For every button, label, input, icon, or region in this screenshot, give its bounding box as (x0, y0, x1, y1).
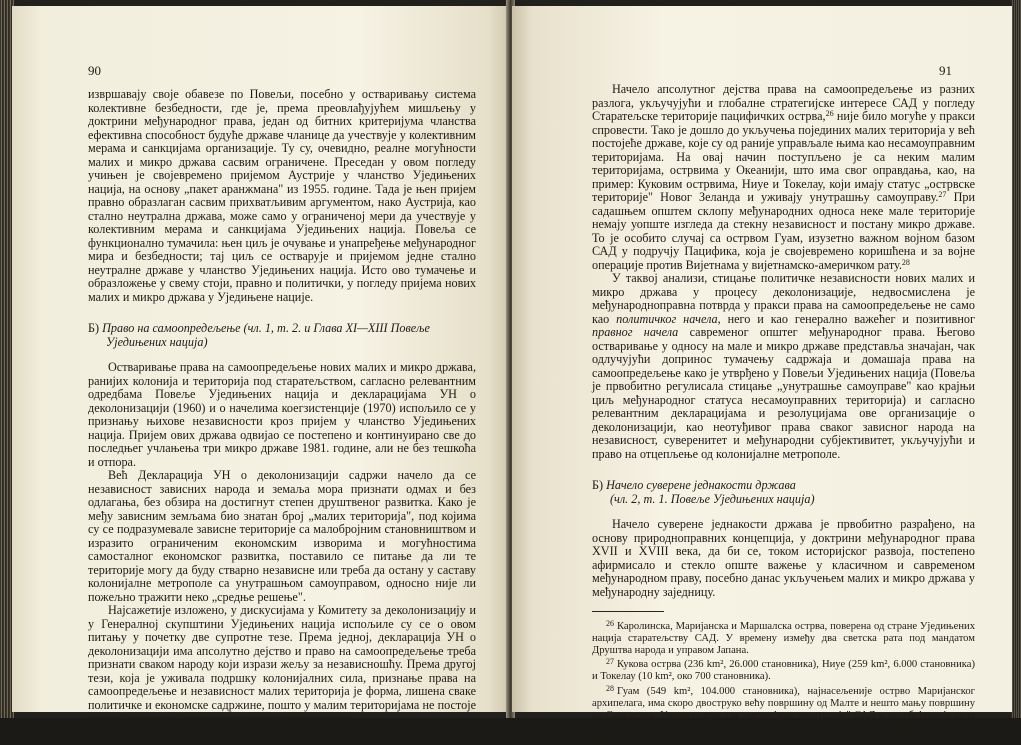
page-edges-right (1011, 0, 1021, 718)
section-label: Б) (88, 321, 100, 335)
paragraph: Најсажетије изложено, у дискусијама у Комитету за деколонизацију и у Генералној скупштини Уједињених нација испољиле су се о овом питању у почетку две супротне тезе. Према једној, декларација УН о деколонизацији има апсолутно дејство и право на самоопредељење треба признати сваком народу који изрази жељу за независношћу. Према другој тези, која је уживала подршку колонијалних сила, признање права на самоопредељење и независност малих територија је форма, лишена сваке политичке и економске садржине, пошто у малим територијама не постоје реални услови за остваривање праве независности. (88, 603, 476, 725)
left-page-body (88, 88, 476, 726)
paragraph: У таквој анализи, стицање политичке независности нових малих и микро држава у процесу деколонизације, недвосмислена је међународноправна потврда у пракси права на самоопредељење не само као политичког начела, него и као генерално важећег и позитивног правног начела савременог општег међународног права. Његово остваривање у односу на мале и микро државе представља значајан, чак одлучујући допринос тумачењу садржаја и домашаја права на самоопредељење како је утврђено у Повељи Уједињених нација (Повеља је првобитно регулисала стицање „унутрашње самоуправе" као крајњи циљ међународног статуса несамоуправних територија) и сагласно релевантним декларацијама и резолуцијама ове организације о деколонизацији, као неотуђивог права сваког зависног народа на независност, суверенитет и међународни субјективитет, укључујући и право на отцепљење од колонијалне метрополе. (592, 271, 975, 461)
section-title-line2: (чл. 2, т. 1. Повеље Уједињених нација) (610, 491, 815, 506)
paragraph: Начело апсолутног дејства права на самоопредељење из разних разлога, укључујући и глобалне стратегијске интересе САД у погледу Старатељске територије пацифичких острва,$^{26}$ није било могуће у пракси спровести. Тако је дошло до укључења појединих малих територија у већ постојеће државе, које су од раније управљале њима као несамоуправним територијама. На овај начин поступљено је са неким малим територијама, острвима у Океанији, што има свог оправдања, као, на пример: Куковим острвима, Ниуе и Токелау, који имају статус „острвске територије" Новог Зеланда и уживају унутрашњу самоуправу.$^{27}$ При садашњем општем склопу међународних односа неке мале територије немају уопште изгледа да стекну независност и постану микро државе. То је особито случај са острвом Гуам, изузетно важном војном базом САД у подручју Пацифика, која је својевремено коришћена и за војне операције против Вијетнама у вијетнамско-америчком рату.$^{28}$ (592, 82, 976, 272)
paragraph: Начело суверене једнакости држава је првобитно разрађено, на основу природноправних концепција, у доктрини међународног права XVII и XVIII века, да би се, током историјског развоја, постепено афирмисало и стекло опште важење у класичном и савременом међународном праву, посебно данас укључењем малих и микро држава у међународну заједницу. (592, 517, 975, 599)
footnote-mark: 26 (606, 619, 614, 628)
paragraph: Већ Декларација УН о деколонизацији садржи начело да се независност зависних народа и земаља мора признати одмах и без одлагања, без обзира на достигнут степен друштвеног развитка. Како је међу зависним земљама био знатан број „малих територија", под којима су се подразумевале зависне територије са малобројним становништвом и изразито ограниченим економским изворима и могућностима самосталног економског развитка, поставило се питање да ли те територије могу да буду стварно независне или треба да остану у саставу колонијалне метрополе са унутрашњом самоуправом, односно није ли пожељно тражити неко „средње решење". (88, 468, 476, 604)
paragraph: Остваривање права на самоопредељење нових малих и микро држава, ранијих колонија и територија под старатељством, сагласно релевантним одредбама Повеље Уједињених нација и декларацијама УН о деколонизацији (1960) и о начелима коегзистенције (1970) испољило се у признању њихове независности кроз пријем у чланство Уједињених нација. Пријем ових држава одвијао се постепено и континуирано све до последњег учлањења три микро државе 1981. године, али не без тешкоћа и отпора. (88, 360, 476, 469)
emphasis: правног начела (592, 325, 679, 339)
section-heading (88, 322, 476, 349)
section-label: Б) (592, 478, 604, 492)
right-page (512, 6, 1012, 745)
footnote: $^{27}$ Кукова острва (236 km², 26.000 становника), Ниуе (259 km², 6.000 становника) и Токелау (10 km², око 700 становника). (592, 657, 975, 683)
section-title-line1: Начело суверене једнакости држава (606, 478, 796, 492)
footnote-ref: 27 (938, 190, 947, 199)
footnote: $^{26}$ Каролинска, Маријанска и Маршалска острва, поверена од стране Уједињених нација старатељству САД. У времену између два светска рата под мандатом Друштва народа и управом Јапана. (592, 619, 975, 656)
paragraph: извршавају своје обавезе по Повељи, посебно у остваривању система колективне безбедности, где је, према преовлађујућем мишљењу у доктрини међународног права, један од битних критеријума чланства ефективна способност будуће државе чланице да учествује у колективним мерама и санкцијама организације. Ту су, очевидно, реалне могућности малих и микро држава сасвим ограничене. Преседан у овом погледу учињен је својевремено пријемом Аустрије у чланство Уједињених нација, на основу „пакет аранжмана" из 1955. године. Тада је њен пријем правно образлаган сасвим прихватљивим аргументом, нако Аустрија, као стално неутрална држава, може само у ограниченој мери да учествује у колективним мерама и санкцијама Уједињених нација. Повеља се функционално тумачила: њен циљ је очување и унапређење међународног мира и безбедности; тај циљ се остварује и пријемом једне стално неутралне државе у чланство Уједињених нација. Исто ово тумачење и образложење у свему стоји, правно и политички, у погледу пријема нових малих и микро држава у Уједињене нације. (88, 87, 476, 304)
left-page (12, 6, 509, 725)
footnote-mark: 28 (606, 683, 614, 693)
footnote-mark: 27 (606, 657, 614, 667)
section-heading (592, 479, 975, 506)
footnote-ref: 28 (901, 257, 910, 267)
footnote-ref: 26 (825, 109, 834, 118)
page-number: 90 (88, 63, 101, 78)
right-page-body (592, 83, 975, 745)
emphasis: политичког начела (616, 311, 718, 326)
footnote-separator (592, 611, 664, 612)
footnote: $^{28}$ Гуам (549 km², 104.000 становника), најнасељеније острво Маријанског архипелага, има скоро двоструко већу површину од Малте и нешто мању површину од Сингапура. Ужива статус тзв. „неуређене територије" САД и ослобођено је свих дажбина и царина. Гуамци су држављани САД, али без права учешћа на председничким изборима. (592, 683, 975, 745)
section-title-line1: Право на самоопредељење (чл. 1, т. 2. и Глава XI—XIII Повеље (102, 321, 430, 335)
section-title-line2: Уједињених нација) (106, 334, 208, 349)
page-number: 91 (939, 63, 952, 78)
